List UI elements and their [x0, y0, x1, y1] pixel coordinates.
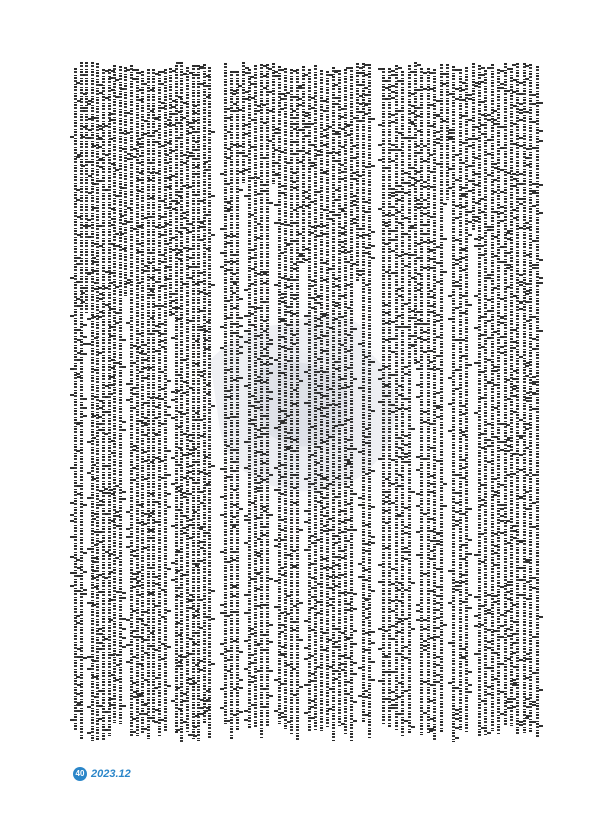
issue-date: 2023.12 — [91, 768, 131, 780]
script-line — [204, 67, 215, 739]
page-number-badge: 40 — [73, 767, 87, 781]
script-line — [532, 66, 543, 739]
script-line — [364, 64, 375, 739]
folio — [73, 764, 131, 784]
